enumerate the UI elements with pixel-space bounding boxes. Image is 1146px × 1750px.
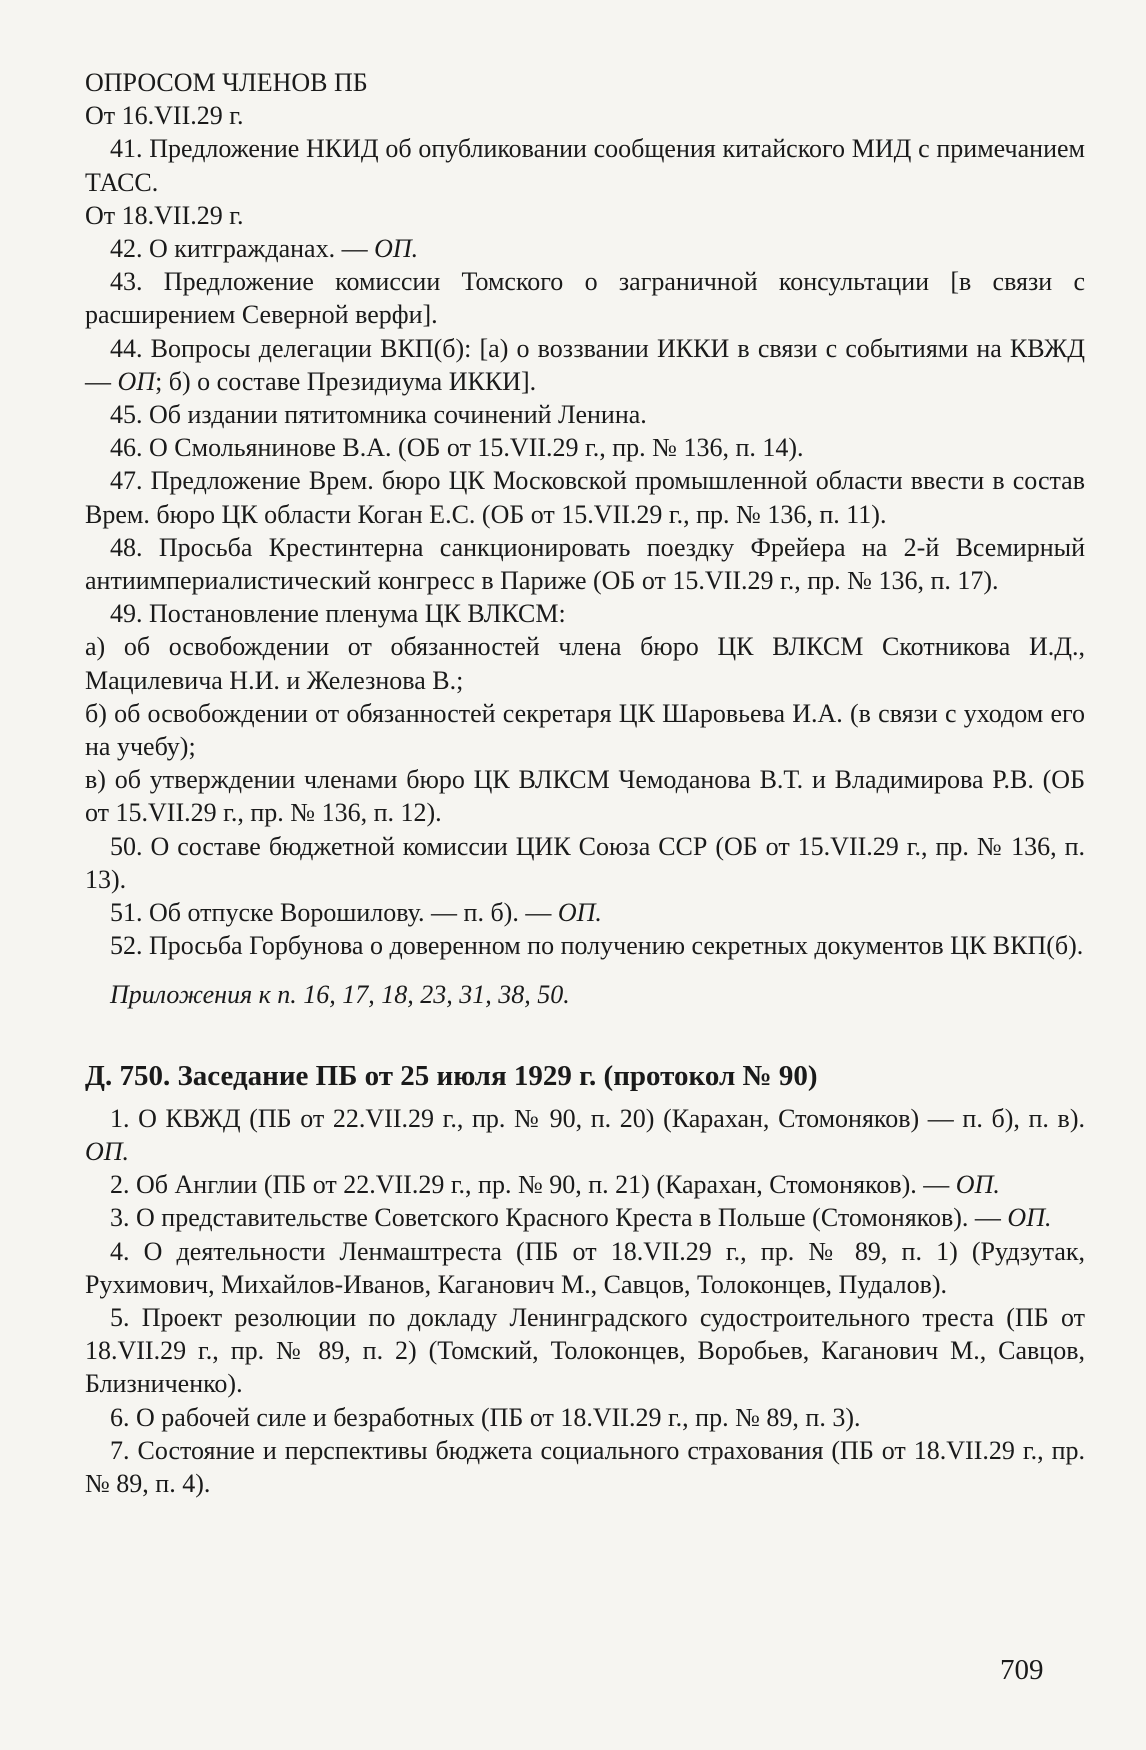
decision-mark: ОП. [955,1170,1000,1200]
list-item: 7. Состояние и перспективы бюджета социального страхования (ПБ от 18.VII.29 г., пр. № 89, п. 4). [85,1435,1085,1498]
list-item: 49. Постановление пленума ЦК ВЛКСМ: [110,599,566,629]
list-item: 5. Проект резолюции по докладу Ленинградского судостроительного треста (ПБ от 18.VII.29 г., пр. № 89, п. 2) (Томский, Толоконцев, Воробьев, Каганович М., Савцов, Близниченко). [85,1302,1085,1399]
sub-item: в) об утверждении членами бюро ЦК ВЛКСМ Чемоданова В.Т. и Владимирова Р.В. (ОБ от 15.VII.29 г., пр. № 136, п. 12). [85,765,1085,828]
section-header: ОПРОСОМ ЧЛЕНОВ ПБ [85,68,368,97]
list-item: 43. Предложение комиссии Томского о заграничной консультации [в связи с расширением Северной верфи]. [85,267,1085,330]
list-item: 45. Об издании пятитомника сочинений Ленина. [110,400,647,430]
list-item [85,896,1085,929]
list-item: 52. Просьба Горбунова о доверенном по получению секретных документов ЦК ВКП(б). [110,931,1084,961]
text-column [85,66,1085,1500]
date-line: От 16.VII.29 г. [85,101,244,131]
item-text: 44. Вопросы делегации ВКП(б): [а) о воззвании ИККИ в связи с событиями на КВЖД — [85,333,1085,396]
item-text: 2. Об Англии (ПБ от 22.VII.29 г., пр. № 90, п. 21) (Карахан, Стомоняков). — [110,1170,956,1200]
section-heading: Д. 750. Заседание ПБ от 25 июля 1929 г. (протокол № 90) [85,1059,818,1092]
item-text: 51. Об отпуске Ворошилову. — п. б). — [110,898,558,928]
sub-item: б) об освобождении от обязанностей секретаря ЦК Шаровьева И.А. (в связи с уходом его на учебу); [85,698,1085,762]
list-item: 50. О составе бюджетной комиссии ЦИК Союза ССР (ОБ от 15.VII.29 г., пр. № 136, п. 13). [85,831,1085,894]
item-text: 1. О КВЖД (ПБ от 22.VII.29 г., пр. № 90, п. 20) (Карахан, Стомоняков) — п. б), п. в). [110,1103,1085,1133]
item-text: 3. О представительстве Советского Красного Креста в Польше (Стомоняков). — [110,1203,1008,1233]
decision-mark: ОП. [1007,1203,1052,1233]
decision-mark: ОП [117,366,156,396]
item-text: 42. О китгражданах. — [110,234,375,264]
list-item [85,332,1085,398]
decision-mark: ОП. [85,1136,130,1166]
list-item [85,232,1085,265]
list-item: 41. Предложение НКИД об опубликовании сообщения китайского МИД с примечанием ТАСС. [85,134,1085,197]
list-item: 4. О деятельности Ленмаштреста (ПБ от 18.VII.29 г., пр. № 89, п. 1) (Рудзутак, Рухимович, Михайлов-Иванов, Каганович М., Савцов, Толоконцев, Пудалов). [85,1236,1085,1299]
decision-mark: ОП. [374,234,419,264]
date-line: От 18.VII.29 г. [85,200,244,230]
sub-item: а) об освобождении от обязанностей члена бюро ЦК ВЛКСМ Скотникова И.Д., Мацилевича Н.И. и Железнова В.; [85,632,1085,695]
list-item: 46. О Смольянинове В.А. (ОБ от 15.VII.29 г., пр. № 136, п. 14). [110,433,804,463]
list-item: 48. Просьба Крестинтерна санкционировать поездку Фрейера на 2-й Всемирный антиимпериалистический конгресс в Париже (ОБ от 15.VII.29 г., пр. № 136, п. 17). [85,532,1085,596]
page-number: 709 [1000,1654,1044,1686]
list-item [85,1102,1085,1168]
decision-mark: ОП. [557,898,602,928]
list-item: 6. О рабочей силе и безработных (ПБ от 18.VII.29 г., пр. № 89, п. 3). [110,1402,861,1432]
list-item [85,1201,1085,1234]
list-item: 47. Предложение Врем. бюро ЦК Московской промышленной области ввести в состав Врем. бюро ЦК области Коган Е.С. (ОБ от 15.VII.29 г., пр. № 136, п. 11). [85,466,1085,529]
appendix-note: Приложения к п. 16, 17, 18, 23, 31, 38, 50. [110,980,570,1010]
item-text: ; б) о составе Президиума ИККИ]. [155,366,537,396]
list-item [85,1168,1085,1201]
